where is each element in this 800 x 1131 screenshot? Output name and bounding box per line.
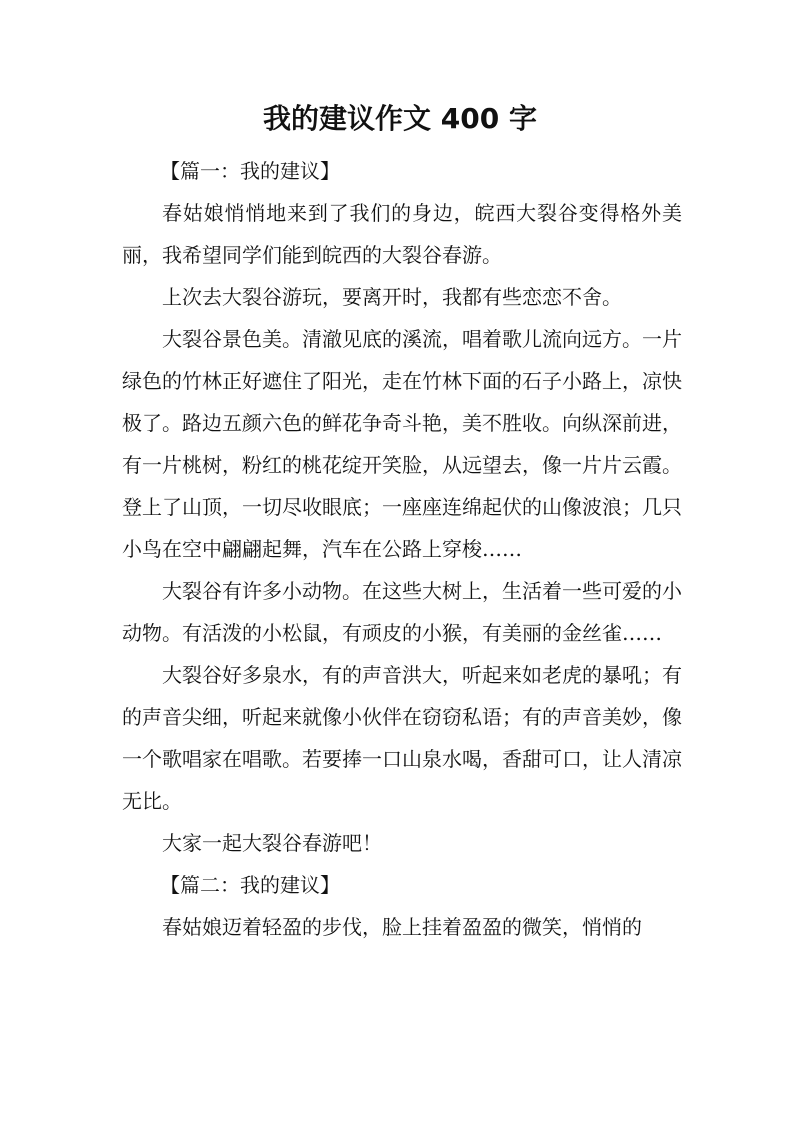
document-title: 我的建议作文 400 字 (263, 102, 537, 135)
paragraph: 大裂谷好多泉水，有的声音洪大，听起来如老虎的暴吼；有的声音尖细，听起来就像小伙伴在窃窃私语；有的声音美妙，像一个歌唱家在唱歌。若要捧一口山泉水喝，香甜可口，让人清凉无比。 (122, 663, 682, 813)
section-heading-1: 【篇一：我的建议】 (160, 159, 340, 183)
document-body (122, 150, 682, 948)
section-heading-2: 【篇二：我的建议】 (160, 873, 340, 897)
paragraph: 春姑娘迈着轻盈的步伐，脸上挂着盈盈的微笑，悄悄的 (162, 915, 642, 939)
paragraph: 大裂谷景色美。清澈见底的溪流，唱着歌儿流向远方。一片绿色的竹林正好遮住了阳光，走在竹林下面的石子小路上，凉快极了。路边五颜六色的鲜花争奇斗艳，美不胜收。向纵深前进，有一片桃树，粉红的桃花绽开笑脸，从远望去，像一片片云霞。登上了山顶，一切尽收眼底；一座座连绵起伏的山像波浪；几只小鸟在空中翩翩起舞，汽车在公路上穿梭…… (122, 327, 682, 561)
paragraph: 春姑娘悄悄地来到了我们的身边，皖西大裂谷变得格外美丽，我希望同学们能到皖西的大裂谷春游。 (122, 201, 682, 267)
paragraph: 大裂谷有许多小动物。在这些大树上，生活着一些可爱的小动物。有活泼的小松鼠，有顽皮的小猴，有美丽的金丝雀…… (122, 579, 682, 645)
paragraph: 上次去大裂谷游玩，要离开时，我都有些恋恋不舍。 (162, 285, 622, 309)
paragraph: 大家一起大裂谷春游吧！ (162, 831, 382, 855)
